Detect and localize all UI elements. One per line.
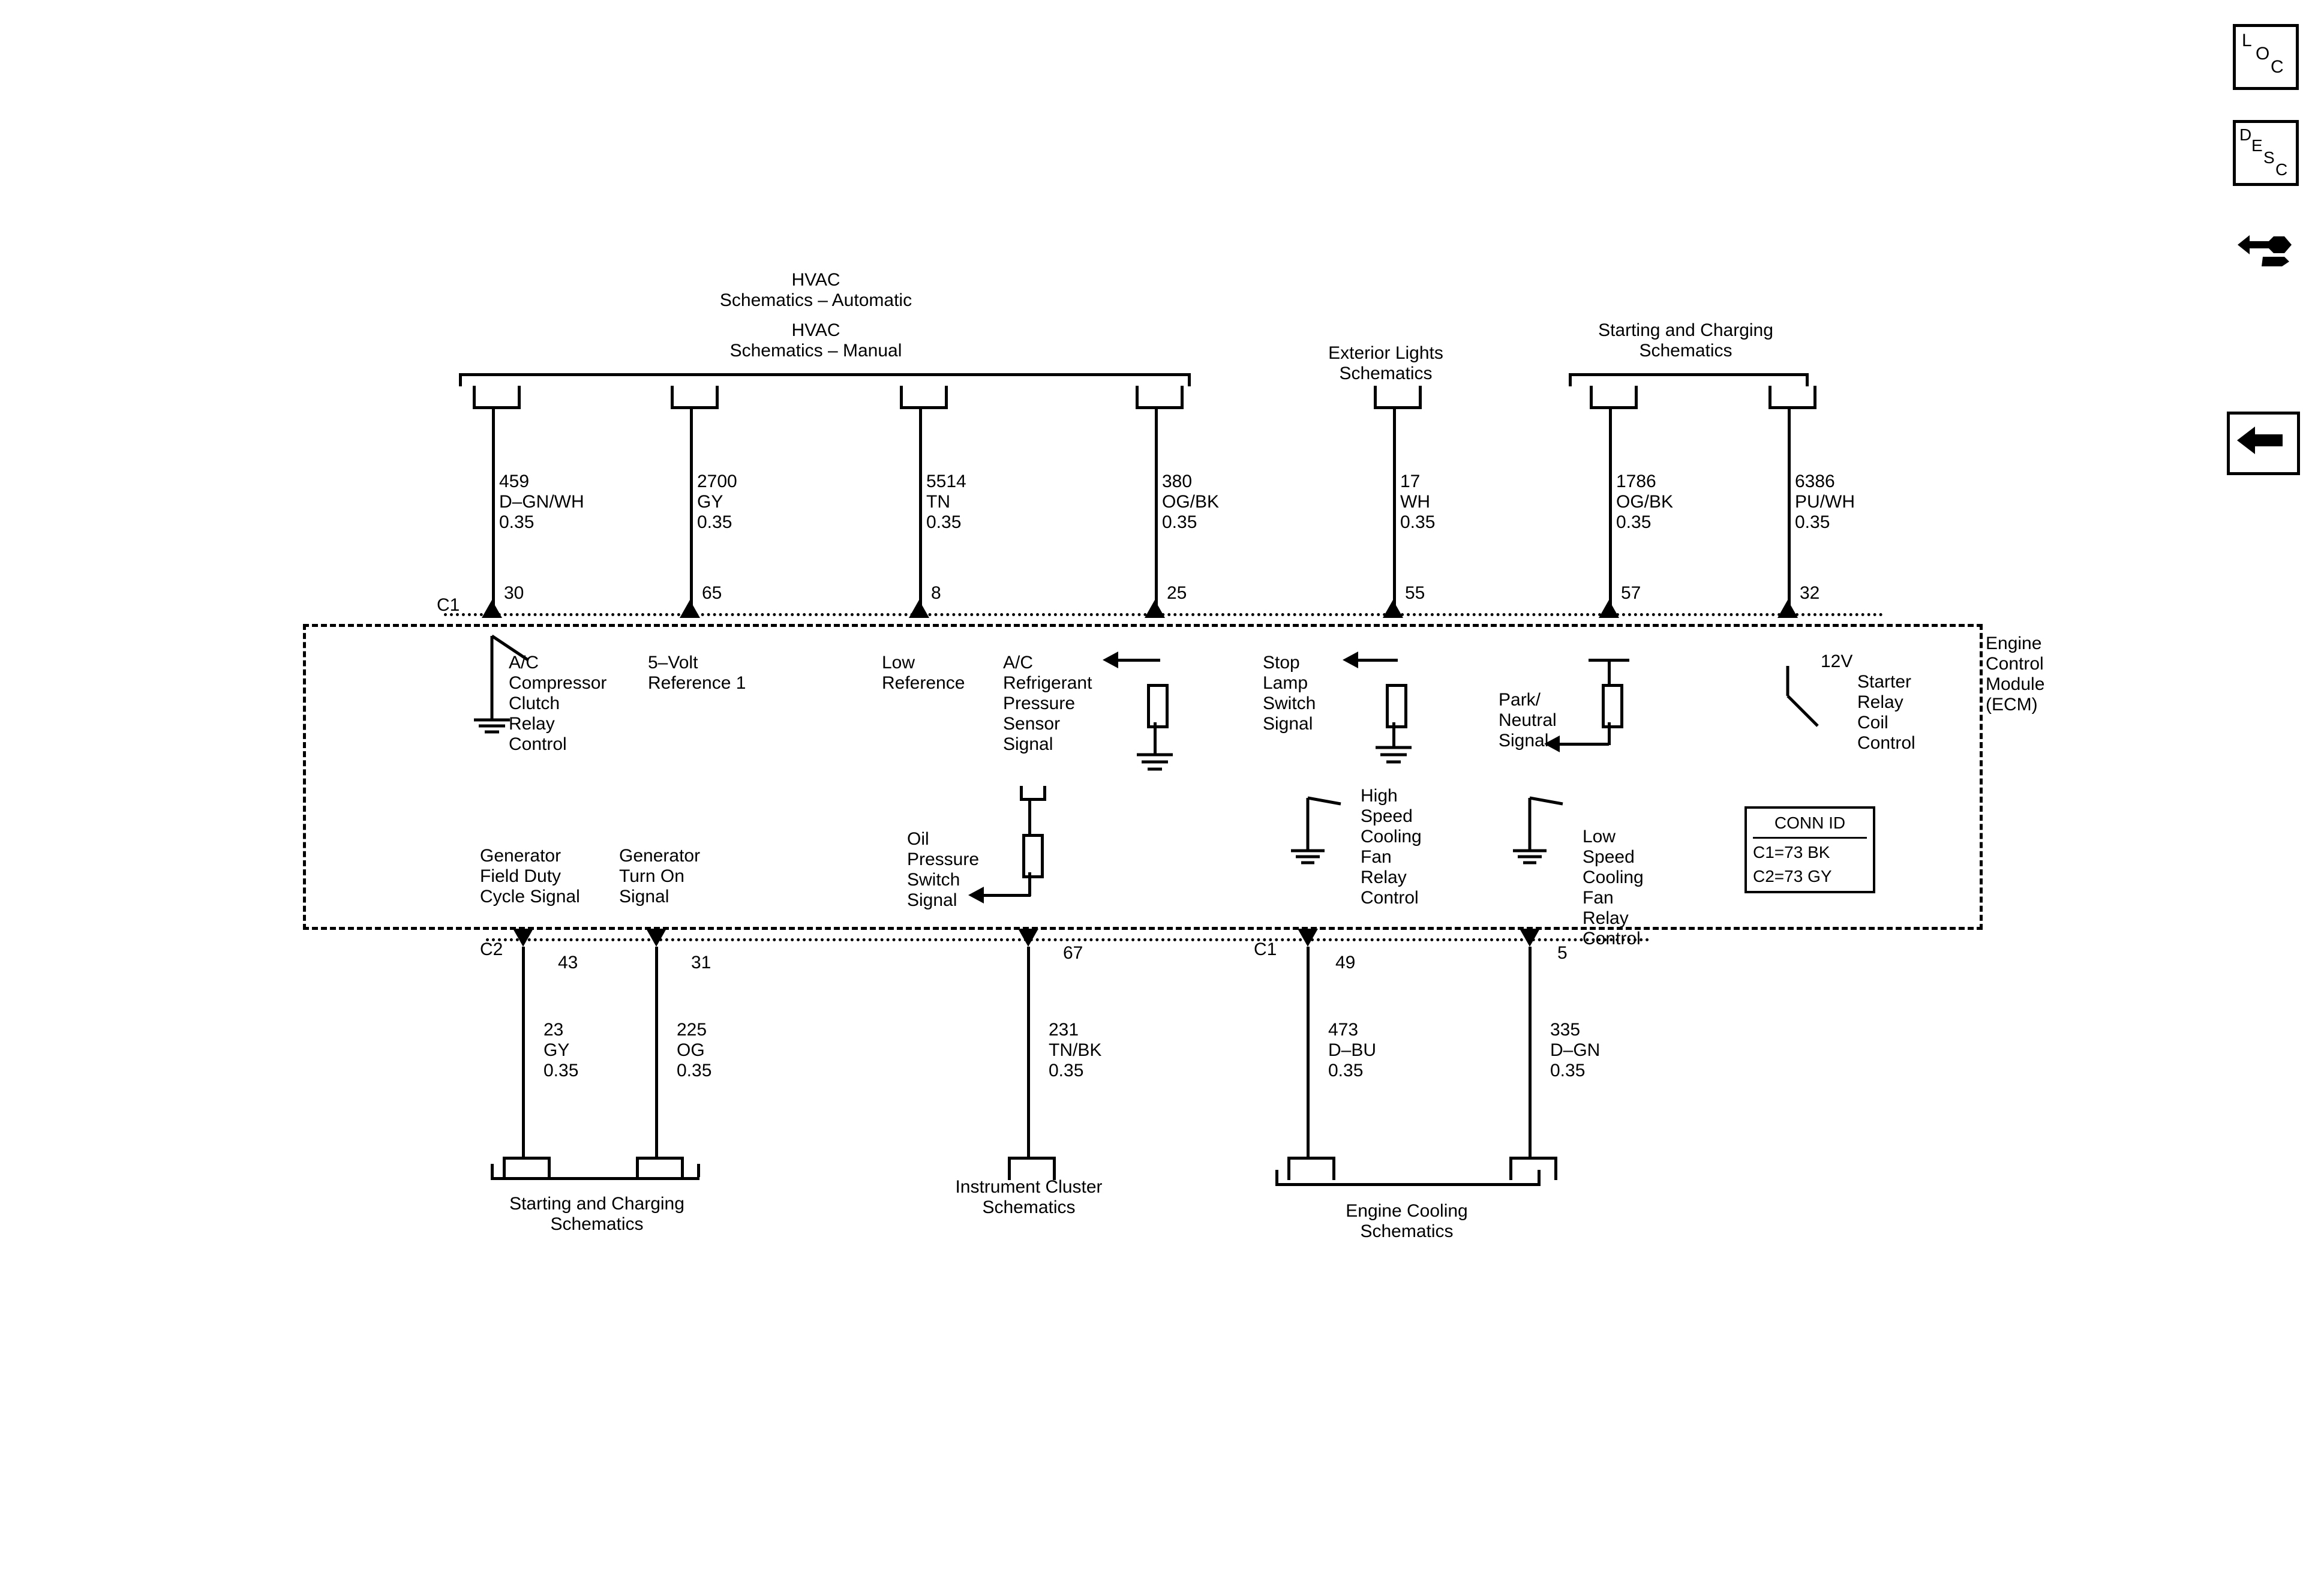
function-label-5v-reference: 5–Volt Reference 1 — [648, 653, 746, 693]
wire-label-5514-circuit: 5514 — [926, 472, 966, 491]
connector-label-c1-top: C1 — [437, 595, 460, 615]
wire-380 — [1155, 406, 1158, 616]
group-header-exterior-lights-line2: Schematics — [1339, 364, 1433, 383]
group-header-hvac-automatic-line2: Schematics – Automatic — [719, 290, 912, 310]
pin-number-49: 49 — [1335, 953, 1356, 972]
back-arrow-icon — [2230, 415, 2291, 466]
function-label-high-speed-fan: High Speed Cooling Fan Relay Control — [1361, 786, 1422, 908]
stem-park-neutral — [1608, 659, 1611, 684]
pin-number-8: 8 — [931, 583, 941, 603]
wire-label-1786-gauge: 0.35 — [1616, 512, 1652, 532]
pin-number-5: 5 — [1557, 943, 1568, 963]
wire-label-473-color: D–BU — [1328, 1040, 1377, 1060]
wire-6386 — [1788, 406, 1791, 616]
back-button[interactable] — [2227, 412, 2300, 475]
wire-label-17-color: WH — [1400, 492, 1430, 512]
wire-arrow-225 — [646, 929, 666, 947]
arrow-stop-lamp — [1343, 652, 1358, 668]
connector-label-c2: C2 — [480, 939, 503, 959]
arrow-line-stop-lamp — [1358, 659, 1398, 662]
connector-icon[interactable] — [2227, 222, 2299, 282]
ground-symbol-stop-lamp — [1367, 744, 1421, 773]
wire-arrow-231 — [1018, 929, 1038, 947]
function-label-park-neutral: Park/ Neutral Signal — [1499, 690, 1557, 751]
ecm-label-line3: Module — [1986, 674, 2045, 694]
oil-pressure-tap — [1020, 786, 1046, 801]
bracket-sc-left-tick — [1569, 373, 1572, 386]
wire-label-225-circuit: 225 — [677, 1020, 707, 1040]
ground-symbol-ac-refrigerant — [1128, 751, 1182, 780]
group-header-instrument-cluster-line2: Schematics — [982, 1197, 1076, 1217]
wire-23 — [522, 947, 525, 1157]
wire-label-231-circuit: 231 — [1049, 1020, 1079, 1040]
wire-231 — [1027, 947, 1030, 1157]
pin-number-65: 65 — [702, 583, 722, 603]
resistor-oil-pressure — [1022, 834, 1044, 878]
wire-label-380-color: OG/BK — [1162, 492, 1220, 512]
wire-label-459-circuit: 459 — [499, 472, 530, 491]
bracket-hvac-top — [459, 373, 1191, 376]
function-label-generator-field-duty: Generator Field Duty Cycle Signal — [480, 846, 580, 906]
wire-label-1786-circuit: 1786 — [1616, 472, 1656, 491]
wire-label-459-gauge: 0.35 — [499, 512, 535, 532]
wire-label-225-color: OG — [677, 1040, 705, 1060]
bracket-hvac-left-tick — [459, 373, 462, 386]
wire-label-5514-color: TN — [926, 492, 950, 512]
label-12v: 12V — [1821, 652, 1853, 671]
wire-label-6386-circuit: 6386 — [1795, 472, 1835, 491]
wire-label-231-color: TN/BK — [1049, 1040, 1102, 1060]
ground-stem-ac-refrigerant — [1154, 722, 1157, 755]
arrow-line-oil-pressure — [984, 894, 1031, 897]
bracket-ec-right-tick — [1538, 1170, 1541, 1183]
conn-id-box — [1744, 806, 1875, 893]
wire-label-473-circuit: 473 — [1328, 1020, 1359, 1040]
desc-letter-d: D — [2239, 125, 2252, 144]
wire-label-17-gauge: 0.35 — [1400, 512, 1436, 532]
conn-id-row-c2: C2=73 GY — [1753, 867, 1832, 885]
group-header-hvac-manual-line1: HVAC — [791, 320, 840, 340]
conn-id-header: CONN ID — [1753, 811, 1867, 839]
wire-label-2700-circuit: 2700 — [697, 472, 737, 491]
group-header-exterior-lights-line1: Exterior Lights — [1328, 343, 1443, 363]
group-header-engine-cooling-line1: Engine Cooling — [1346, 1201, 1468, 1221]
stem2-park-neutral — [1608, 722, 1611, 745]
arrow-line-park-neutral — [1560, 743, 1609, 746]
wire-label-459-color: D–GN/WH — [499, 492, 584, 512]
bracket-engine-cooling — [1275, 1183, 1541, 1186]
wire-5514 — [919, 406, 922, 616]
desc-button[interactable] — [2233, 120, 2299, 186]
pin-number-67: 67 — [1063, 943, 1083, 963]
wire-2700 — [690, 406, 693, 616]
desc-letter-s: S — [2263, 148, 2275, 167]
resistor-ac-refrigerant — [1147, 684, 1169, 728]
wire-459 — [492, 406, 495, 616]
loc-letter-o: O — [2256, 44, 2270, 64]
bracket-hvac-right-tick — [1188, 373, 1191, 386]
wire-label-335-circuit: 335 — [1550, 1020, 1581, 1040]
wire-label-473-gauge: 0.35 — [1328, 1061, 1364, 1080]
resistor-park-neutral — [1602, 684, 1623, 728]
wire-label-335-color: D–GN — [1550, 1040, 1601, 1060]
wire-label-23-circuit: 23 — [544, 1020, 564, 1040]
wire-label-2700-color: GY — [697, 492, 723, 512]
bracket-sc-b-right-tick — [697, 1164, 700, 1177]
connector-cup-6386 — [1768, 386, 1816, 409]
conn-id-row-c1: C1=73 BK — [1753, 843, 1830, 861]
connector-cup-2700 — [671, 386, 719, 409]
arrow-ac-refrigerant — [1103, 652, 1118, 668]
function-label-low-speed-fan: Low Speed Cooling Fan Relay Control — [1583, 827, 1644, 948]
wire-arrow-23 — [513, 929, 533, 947]
pin-number-57: 57 — [1621, 583, 1641, 603]
ecm-label-line4: (ECM) — [1986, 695, 2038, 715]
desc-letter-e: E — [2251, 136, 2263, 155]
group-header-instrument-cluster-line1: Instrument Cluster — [955, 1177, 1103, 1197]
wire-label-335-gauge: 0.35 — [1550, 1061, 1586, 1080]
bracket-starting-charging-top — [1569, 373, 1809, 376]
starter-relay-switch-symbol — [1773, 660, 1845, 756]
group-header-starting-charging-bottom-line1: Starting and Charging — [509, 1194, 684, 1214]
connector-cup-459 — [473, 386, 521, 409]
oil-pressure-stem — [1028, 798, 1031, 834]
wire-473 — [1307, 947, 1310, 1157]
wire-label-2700-gauge: 0.35 — [697, 512, 732, 532]
wire-label-1786-color: OG/BK — [1616, 492, 1674, 512]
wire-label-380-gauge: 0.35 — [1162, 512, 1197, 532]
desc-letter-c: C — [2275, 160, 2288, 179]
wire-label-17-circuit: 17 — [1400, 472, 1421, 491]
connector-cup-17 — [1374, 386, 1422, 409]
wire-225 — [655, 947, 658, 1157]
group-header-engine-cooling-line2: Schematics — [1360, 1221, 1454, 1241]
wire-17 — [1393, 406, 1396, 616]
ecm-label-line1: Engine — [1986, 634, 2042, 653]
connector-cup-473 — [1287, 1157, 1335, 1180]
wire-label-23-color: GY — [544, 1040, 570, 1060]
bracket-sc-right-tick — [1806, 373, 1809, 386]
group-header-hvac-automatic-line1: HVAC — [791, 270, 840, 290]
bracket-sc-b-left-tick — [491, 1164, 494, 1177]
group-header-hvac-manual-line2: Schematics – Manual — [729, 341, 902, 361]
wire-1786 — [1609, 406, 1612, 616]
wire-arrow-335 — [1520, 929, 1540, 947]
connector-row-c1-top — [444, 613, 1884, 616]
function-label-ac-clutch: A/C Compressor Clutch Relay Control — [509, 653, 607, 754]
pin-number-55: 55 — [1405, 583, 1425, 603]
ecm-label-line2: Control — [1986, 654, 2044, 674]
function-label-starter-relay: Starter Relay Coil Control — [1857, 672, 1915, 753]
arrow-line-ac-refrigerant — [1118, 659, 1160, 662]
group-header-starting-charging-top-line2: Schematics — [1639, 341, 1733, 361]
pin-number-43: 43 — [558, 953, 578, 972]
loc-letter-c: C — [2271, 57, 2284, 77]
wire-label-231-gauge: 0.35 — [1049, 1061, 1084, 1080]
bracket-ec-left-tick — [1275, 1170, 1278, 1183]
pin-number-31: 31 — [691, 953, 711, 972]
function-label-generator-turn-on: Generator Turn On Signal — [619, 846, 701, 906]
connector-cup-5514 — [900, 386, 948, 409]
pin-number-30: 30 — [504, 583, 524, 603]
function-label-stop-lamp: Stop Lamp Switch Signal — [1263, 653, 1316, 734]
connector-cup-380 — [1136, 386, 1184, 409]
function-label-oil-pressure: Oil Pressure Switch Signal — [907, 829, 980, 910]
wire-arrow-473 — [1298, 929, 1318, 947]
pin-number-32: 32 — [1800, 583, 1820, 603]
group-header-starting-charging-top-line1: Starting and Charging — [1598, 320, 1773, 340]
wire-label-6386-color: PU/WH — [1795, 492, 1855, 512]
wire-label-225-gauge: 0.35 — [677, 1061, 712, 1080]
bracket-starting-charging-bottom — [491, 1177, 699, 1180]
group-header-starting-charging-bottom-line2: Schematics — [550, 1214, 644, 1234]
oil-pressure-stem2 — [1028, 872, 1031, 896]
pin-number-25: 25 — [1167, 583, 1187, 603]
resistor-stop-lamp — [1386, 684, 1407, 728]
wire-label-5514-gauge: 0.35 — [926, 512, 962, 532]
connector-label-c1-bottom: C1 — [1254, 939, 1277, 959]
connector-cup-335 — [1509, 1157, 1557, 1180]
loc-letter-l: L — [2242, 31, 2252, 50]
connector-cup-1786 — [1590, 386, 1638, 409]
wire-335 — [1529, 947, 1532, 1157]
loc-button[interactable] — [2233, 24, 2299, 90]
wire-label-380-circuit: 380 — [1162, 472, 1193, 491]
wire-label-6386-gauge: 0.35 — [1795, 512, 1830, 532]
function-label-low-reference: Low Reference — [882, 653, 965, 693]
wire-label-23-gauge: 0.35 — [544, 1061, 579, 1080]
function-label-ac-refrigerant: A/C Refrigerant Pressure Sensor Signal — [1003, 653, 1092, 754]
arrow-oil-pressure — [968, 887, 984, 903]
